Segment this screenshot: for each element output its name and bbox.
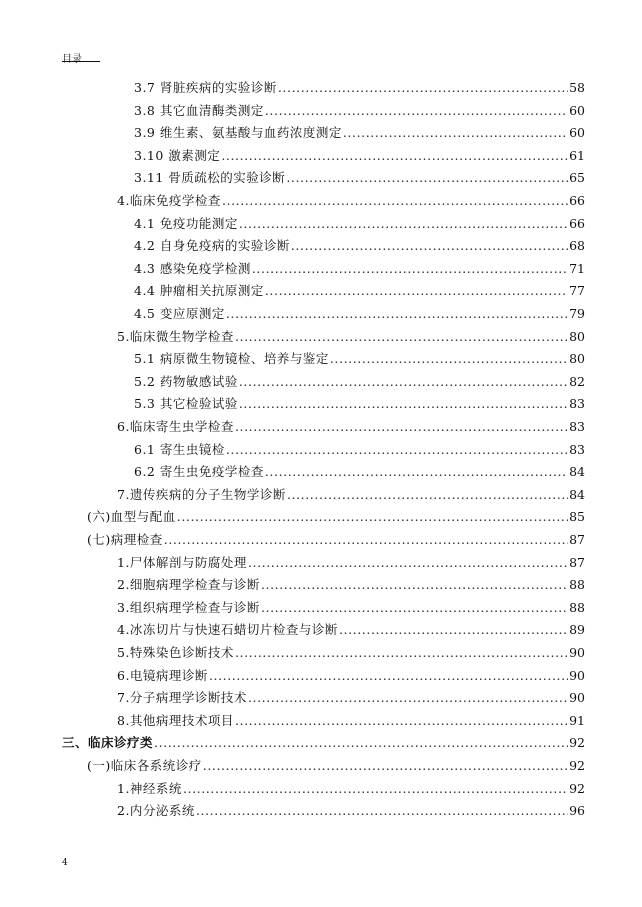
toc-entry-page: 85 [569, 509, 585, 525]
toc-entry-label: 4.4 肿瘤相关抗原测定 [134, 283, 264, 299]
toc-entry-label: 7.遗传疾病的分子生物学诊断 [117, 486, 286, 502]
toc-entry[interactable] [117, 191, 585, 211]
toc-leader-dots [209, 668, 568, 683]
toc-entry-label: 1.尸体解剖与防腐处理 [117, 554, 247, 570]
toc-entry-label: 3.11 骨质疏松的实验诊断 [134, 170, 286, 186]
toc-entry-page: 91 [569, 712, 585, 728]
toc-entry[interactable] [62, 733, 585, 753]
toc-entry-page: 83 [569, 441, 585, 457]
toc-entry[interactable] [117, 553, 585, 573]
toc-entry-label: 7.分子病理学诊断技术 [117, 690, 247, 706]
toc-entry[interactable] [134, 101, 585, 121]
toc-entry-page: 61 [569, 147, 585, 163]
toc-leader-dots [330, 351, 568, 366]
toc-leader-dots [177, 509, 568, 524]
toc-entry-page: 60 [569, 125, 585, 141]
toc-entry-page: 66 [569, 215, 585, 231]
toc-entry-label: 5.1 病原微生物镜检、培养与鉴定 [134, 351, 329, 367]
toc-entry[interactable] [134, 168, 585, 188]
toc-entry-label: 4.3 感染免疫学检测 [134, 260, 251, 276]
toc-leader-dots [235, 645, 568, 660]
toc-entry[interactable] [117, 485, 585, 505]
toc-entry-label: 1.神经系统 [117, 780, 182, 796]
toc-entry[interactable] [134, 78, 585, 98]
toc-entry-page: 66 [569, 193, 585, 208]
toc-entry-page: 79 [569, 306, 585, 321]
toc-entry-page: 88 [569, 599, 585, 615]
toc-entry-label: 4.5 变应原测定 [134, 306, 225, 321]
toc-leader-dots [154, 735, 568, 750]
toc-entry-page: 68 [569, 238, 585, 254]
toc-entry-label: 6.1 寄生虫镜检 [134, 441, 225, 457]
toc-entry[interactable] [134, 394, 585, 414]
toc-entry[interactable] [117, 575, 585, 595]
toc-leader-dots [164, 532, 568, 547]
toc-entry-page: 58 [569, 80, 585, 95]
toc-leader-dots [239, 374, 568, 389]
toc-entry-page: 92 [569, 735, 585, 751]
toc-entry-page: 90 [569, 667, 585, 683]
toc-leader-dots [248, 690, 568, 705]
toc-entry-label: 5.临床微生物学检查 [117, 328, 234, 344]
toc-entry[interactable] [117, 801, 585, 821]
toc-entry-label: 3.9 维生素、氨基酸与血药浓度测定 [134, 125, 342, 141]
toc-leader-dots [235, 419, 568, 434]
toc-entry[interactable] [134, 372, 585, 392]
toc-entry-label: 5.特殊染色诊断技术 [117, 645, 234, 660]
toc-leader-dots [221, 148, 568, 163]
toc-entry[interactable] [117, 620, 585, 640]
toc-leader-dots [222, 193, 568, 208]
toc-leader-dots [196, 803, 568, 818]
toc-entry-page: 87 [569, 554, 585, 570]
toc-entry-label: 3.7 肾脏疾病的实验诊断 [134, 80, 277, 95]
toc-entry[interactable] [134, 440, 585, 460]
toc-leader-dots [339, 622, 568, 637]
toc-entry-page: 83 [569, 419, 585, 434]
toc-entry-label: 三、临床诊疗类 [62, 735, 154, 751]
toc-entry[interactable] [87, 507, 585, 527]
toc-entry-label: 5.2 药物敏感试验 [134, 373, 238, 389]
toc-entry[interactable] [87, 530, 585, 550]
page-number: 4 [62, 858, 68, 868]
toc-leader-dots [248, 555, 568, 570]
toc-leader-dots [265, 103, 568, 118]
toc-entry[interactable] [134, 259, 585, 279]
toc-entry-page: 80 [569, 351, 585, 367]
toc-leader-dots [183, 781, 568, 796]
toc-entry-page: 82 [569, 373, 585, 389]
running-header: 目录 [62, 54, 82, 65]
toc-entry-page: 92 [569, 758, 585, 773]
toc-entry-page: 89 [569, 622, 585, 638]
toc-leader-dots [226, 306, 568, 321]
toc-entry[interactable] [117, 417, 585, 437]
toc-leader-dots [287, 487, 568, 502]
toc-entry[interactable] [117, 711, 585, 731]
header-underline [62, 61, 100, 62]
toc-entry-label: 4.1 免疫功能测定 [134, 215, 238, 231]
toc-entry[interactable] [134, 236, 585, 256]
toc-entry[interactable] [134, 123, 585, 143]
toc-leader-dots [265, 283, 568, 298]
toc-entry-label: (一)临床各系统诊疗 [87, 758, 202, 773]
toc-leader-dots [235, 713, 568, 728]
toc-entry[interactable] [134, 281, 585, 301]
toc-leader-dots [261, 577, 568, 592]
toc-leader-dots [226, 442, 568, 457]
toc-entry[interactable] [134, 462, 585, 482]
toc-entry[interactable] [117, 327, 585, 347]
toc-entry-label: 2.细胞病理学检查与诊断 [117, 577, 260, 593]
toc-entry-label: 4.临床免疫学检查 [117, 193, 221, 208]
toc-entry-page: 83 [569, 396, 585, 412]
toc-leader-dots [286, 170, 568, 185]
toc-entry-page: 84 [569, 486, 585, 502]
toc-entry[interactable] [87, 756, 585, 776]
toc-entry-label: (七)病理检查 [87, 532, 163, 547]
toc-entry-label: (六)血型与配血 [87, 509, 176, 525]
toc-entry-label: 3.8 其它血清酶类测定 [134, 102, 264, 118]
toc-entry-page: 96 [569, 803, 585, 819]
toc-entry-label: 6.电镜病理诊断 [117, 667, 208, 683]
toc-entry-label: 8.其他病理技术项目 [117, 712, 234, 728]
toc-entry-label: 5.3 其它检验试验 [134, 396, 238, 412]
toc-leader-dots [265, 464, 568, 479]
toc-entry[interactable] [117, 598, 585, 618]
toc-entry[interactable] [117, 643, 585, 663]
toc-entry-label: 4.冰冻切片与快速石蜡切片检查与诊断 [117, 622, 338, 638]
toc-entry-page: 60 [569, 102, 585, 118]
toc-entry-label: 6.临床寄生虫学检查 [117, 419, 234, 434]
toc-entry-page: 80 [569, 328, 585, 344]
toc-leader-dots [239, 396, 568, 411]
toc-entry-page: 71 [569, 260, 585, 276]
toc-leader-dots [291, 238, 568, 253]
toc-entry-label: 6.2 寄生虫免疫学检查 [134, 464, 264, 480]
toc-entry-page: 90 [569, 645, 585, 660]
toc-leader-dots [239, 216, 568, 231]
toc-leader-dots [278, 80, 568, 95]
toc-leader-dots [261, 600, 568, 615]
toc-entry[interactable] [134, 146, 585, 166]
toc-entry-page: 84 [569, 464, 585, 480]
toc-entry-label: 3.10 激素测定 [134, 147, 221, 163]
toc-entry[interactable] [134, 214, 585, 234]
toc-entry-label: 4.2 自身免疫病的实验诊断 [134, 238, 290, 254]
toc-entry-label: 3.组织病理学检查与诊断 [117, 599, 260, 615]
toc-entry[interactable] [117, 688, 585, 708]
toc-entry-page: 77 [569, 283, 585, 299]
toc-leader-dots [343, 125, 568, 140]
toc-entry-page: 88 [569, 577, 585, 593]
toc-entry-page: 90 [569, 690, 585, 706]
toc-entry[interactable] [134, 349, 585, 369]
toc-leader-dots [235, 329, 568, 344]
toc-entry[interactable] [117, 779, 585, 799]
toc-leader-dots [203, 758, 568, 773]
toc-entry-page: 87 [569, 532, 585, 547]
toc-leader-dots [252, 261, 568, 276]
toc-entry-page: 65 [569, 170, 585, 186]
toc-entry[interactable] [117, 666, 585, 686]
toc-entry-label: 2.内分泌系统 [117, 803, 195, 819]
toc-entry[interactable] [134, 304, 585, 324]
toc-entry-page: 92 [569, 780, 585, 796]
